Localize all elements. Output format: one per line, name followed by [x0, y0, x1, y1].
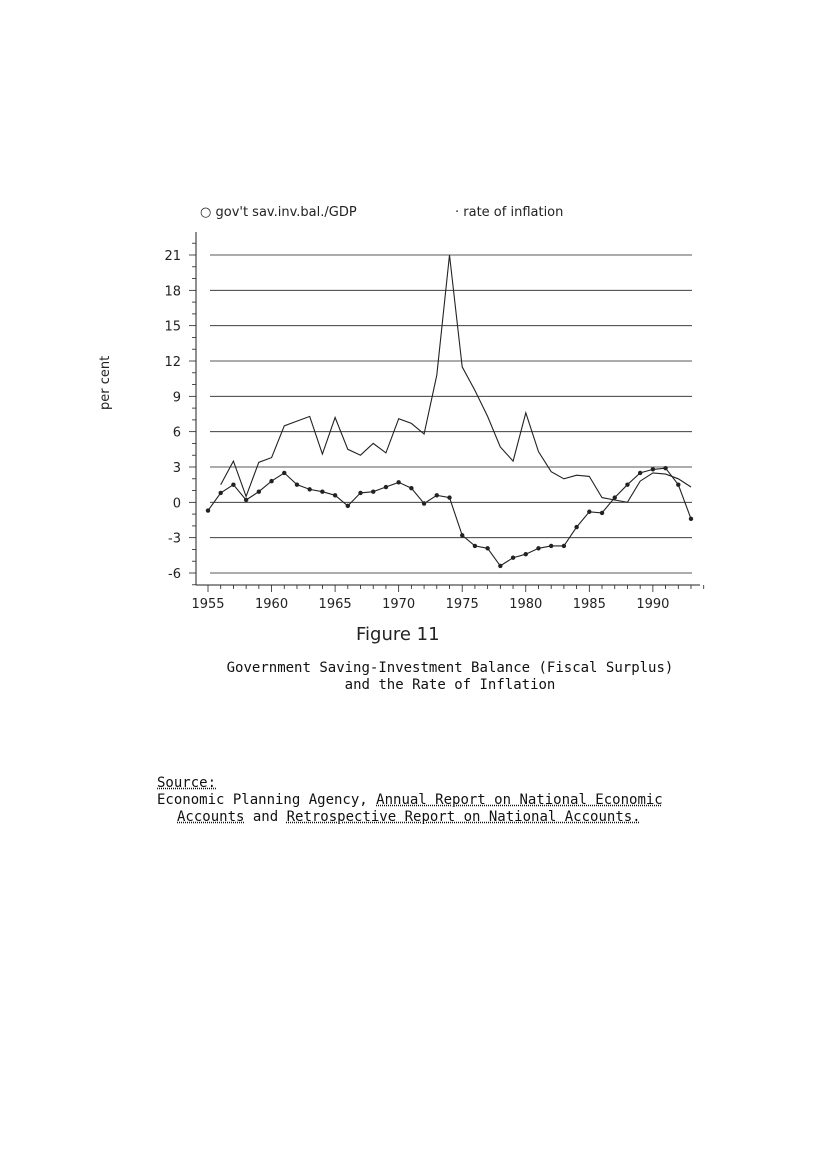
data-point-gov-balance — [231, 482, 235, 486]
series-line-gov-balance — [208, 468, 691, 566]
y-tick-label: 9 — [172, 390, 181, 406]
y-tick-label: -6 — [168, 567, 181, 582]
data-point-gov-balance — [600, 511, 604, 515]
data-point-gov-balance — [435, 493, 439, 497]
y-tick-label: 15 — [164, 319, 181, 335]
series-line-inflation — [221, 255, 691, 502]
y-tick-label: 18 — [164, 284, 181, 300]
data-point-gov-balance — [320, 490, 324, 494]
data-point-gov-balance — [447, 495, 451, 499]
figure-caption — [150, 660, 750, 694]
data-point-gov-balance — [625, 482, 629, 486]
x-tick-label: 1960 — [255, 597, 289, 612]
data-point-gov-balance — [409, 486, 413, 490]
x-tick-label: 1990 — [636, 597, 670, 612]
series — [206, 255, 693, 568]
source-note — [157, 775, 663, 826]
data-point-gov-balance — [536, 546, 540, 550]
data-point-gov-balance — [511, 555, 515, 559]
x-tick-label: 1970 — [382, 597, 416, 612]
data-point-gov-balance — [396, 480, 400, 484]
data-point-gov-balance — [574, 525, 578, 529]
data-point-gov-balance — [371, 490, 375, 494]
x-ticks — [191, 585, 703, 612]
y-tick-label: 3 — [172, 461, 181, 476]
data-point-gov-balance — [307, 487, 311, 491]
grid — [210, 255, 692, 573]
caption-line-1: Government Saving-Investment Balance (Fiscal Surplus) — [226, 660, 674, 676]
data-point-gov-balance — [638, 471, 642, 475]
data-point-gov-balance — [562, 544, 566, 548]
x-tick-label: 1955 — [191, 597, 225, 612]
axes — [196, 232, 700, 585]
legend-gov — [200, 205, 357, 220]
y-tick-label: 0 — [172, 496, 181, 512]
source-title-2: Retrospective Report on National Accounts. — [286, 809, 641, 825]
legend-inflation-label: rate of inflation — [463, 205, 564, 220]
legend-inflation-marker: · — [455, 205, 464, 220]
figure-label: Figure 11 — [356, 624, 440, 645]
y-ticks — [164, 243, 196, 585]
y-tick-label: 6 — [172, 425, 181, 441]
data-point-gov-balance — [244, 498, 248, 502]
legend-gov-marker: ○ — [200, 205, 216, 220]
data-point-gov-balance — [384, 485, 388, 489]
data-point-gov-balance — [282, 471, 286, 475]
data-point-gov-balance — [485, 546, 489, 550]
source-title-1: Annual Report on National Economic — [376, 792, 663, 808]
data-point-gov-balance — [358, 491, 362, 495]
y-tick-label: -3 — [168, 531, 181, 547]
y-tick-label: 12 — [164, 355, 181, 370]
legend-inflation — [455, 205, 563, 220]
data-point-gov-balance — [587, 510, 591, 514]
data-point-gov-balance — [257, 490, 261, 494]
data-point-gov-balance — [651, 467, 655, 471]
data-point-gov-balance — [269, 479, 273, 483]
x-tick-label: 1965 — [318, 597, 352, 612]
x-tick-label: 1985 — [572, 597, 606, 612]
data-point-gov-balance — [663, 466, 667, 470]
data-point-gov-balance — [346, 504, 350, 508]
x-tick-label: 1975 — [445, 597, 479, 612]
data-point-gov-balance — [689, 517, 693, 521]
x-tick-label: 1980 — [509, 597, 543, 612]
source-heading: Source: — [157, 775, 217, 791]
legend-gov-label: gov't sav.inv.bal./GDP — [215, 205, 357, 220]
data-point-gov-balance — [460, 533, 464, 537]
source-title-1-cont: Accounts — [177, 809, 245, 825]
data-point-gov-balance — [333, 493, 337, 497]
y-tick-label: 21 — [164, 249, 181, 264]
data-point-gov-balance — [524, 552, 528, 556]
data-point-gov-balance — [422, 501, 426, 505]
data-point-gov-balance — [219, 491, 223, 495]
caption-line-2: and the Rate of Inflation — [344, 677, 556, 693]
data-point-gov-balance — [295, 482, 299, 486]
data-point-gov-balance — [473, 544, 477, 548]
data-point-gov-balance — [676, 482, 680, 486]
source-line1-prefix: Economic Planning Agency, — [157, 792, 377, 808]
data-point-gov-balance — [206, 508, 210, 512]
source-and: and — [244, 809, 287, 825]
y-axis-label: per cent — [98, 355, 113, 410]
data-point-gov-balance — [498, 564, 502, 568]
data-point-gov-balance — [549, 544, 553, 548]
